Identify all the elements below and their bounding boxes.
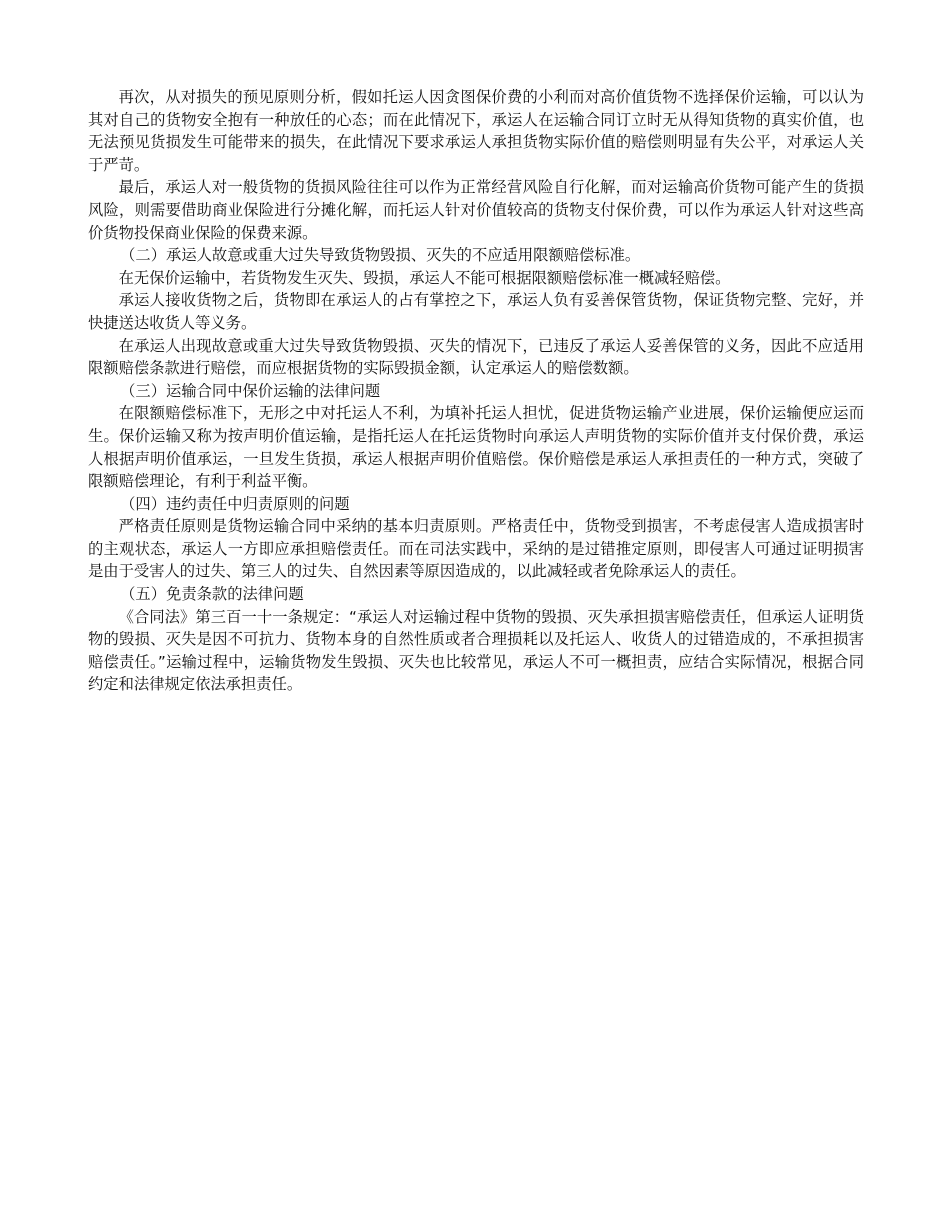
- section-heading-2: （二）承运人故意或重大过失导致货物毁损、灭失的不应适用限额赔偿标准。: [120, 246, 641, 265]
- paragraph-foreseeability: 再次，从对损失的预见原则分析，假如托运人因贪图保价费的小利而对高价值货物不选择保价运输，可以认为其对自己的货物安全抱有一种放任的心态；而在此情况下，承运人在运输合同订立时无从得知货物的真实价值，也无法预见货损发生可能带来的损失，在此情况下要求承运人承担货物实际价值的赔偿则明显有失公平，对承运人关于严苛。: [88, 88, 864, 174]
- paragraph-carrier-duties: 承运人接收货物之后，货物即在承运人的占有掌控之下，承运人负有妥善保管货物，保证货物完整、完好，并快捷送达收货人等义务。: [88, 291, 864, 332]
- section-heading-4: （四）违约责任中归责原则的问题: [120, 494, 350, 513]
- paragraph-declared-value-transport: 在限额赔偿标准下，无形之中对托运人不利，为填补托运人担忧，促进货物运输产业进展，保价运输便应运而生。保价运输又称为按声明价值运输，是指托运人在托运货物时向承运人声明货物的实际价值并支付保价费，承运人根据声明价值承运，一旦发生货损，承运人根据声明价值赔偿。保价赔偿是承运人承担责任的一种方式，突破了限额赔偿理论，有利于利益平衡。: [88, 404, 864, 491]
- paragraph-liability-principle: 严格责任原则是货物运输合同中采纳的基本归责原则。严格责任中，货物受到损害，不考虑侵害人造成损害时的主观状态，承运人一方即应承担赔偿责任。而在司法实践中，采纳的是过错推定原则，即侵害人可通过证明损害是由于受害人的过失、第三人的过失、自然因素等原因造成的，以此减轻或者免除承运人的责任。: [88, 517, 864, 581]
- paragraph-exemption-clause: 《合同法》第三百一十一条规定：“承运人对运输过程中货物的毁损、灭失承担损害赔偿责任，但承运人证明货物的毁损、灭失是因不可抗力、货物本身的自然性质或者合理损耗以及托运人、收货人的过错造成的，不承担损害赔偿责任。”运输过程中，运输货物发生毁损、灭失也比较常见，承运人不可一概担责，应结合实际情况，根据合同约定和法律规定依法承担责任。: [88, 607, 864, 694]
- section-heading-5: （五）免责条款的法律问题: [120, 585, 304, 604]
- document-page: [88, 86, 864, 696]
- paragraph-insurance-premium: 最后，承运人对一般货物的货损风险往往可以作为正常经营风险自行化解，而对运输高价货物可能产生的货损风险，则需要借助商业保险进行分摊化解，而托运人针对价值较高的货物支付保价费，可以作为承运人针对这些高价货物投保商业保险的保费来源。: [88, 178, 864, 242]
- paragraph-no-declared-value: 在无保价运输中，若货物发生灭失、毁损，承运人不能可根据限额赔偿标准一概减轻赔偿。: [118, 268, 731, 287]
- paragraph-gross-negligence: 在承运人出现故意或重大过失导致货物毁损、灭失的情况下，已违反了承运人妥善保管的义务，因此不应适用限额赔偿条款进行赔偿，而应根据货物的实际毁损金额，认定承运人的赔偿数额。: [88, 336, 864, 378]
- section-heading-3: （三）运输合同中保价运输的法律问题: [120, 381, 381, 400]
